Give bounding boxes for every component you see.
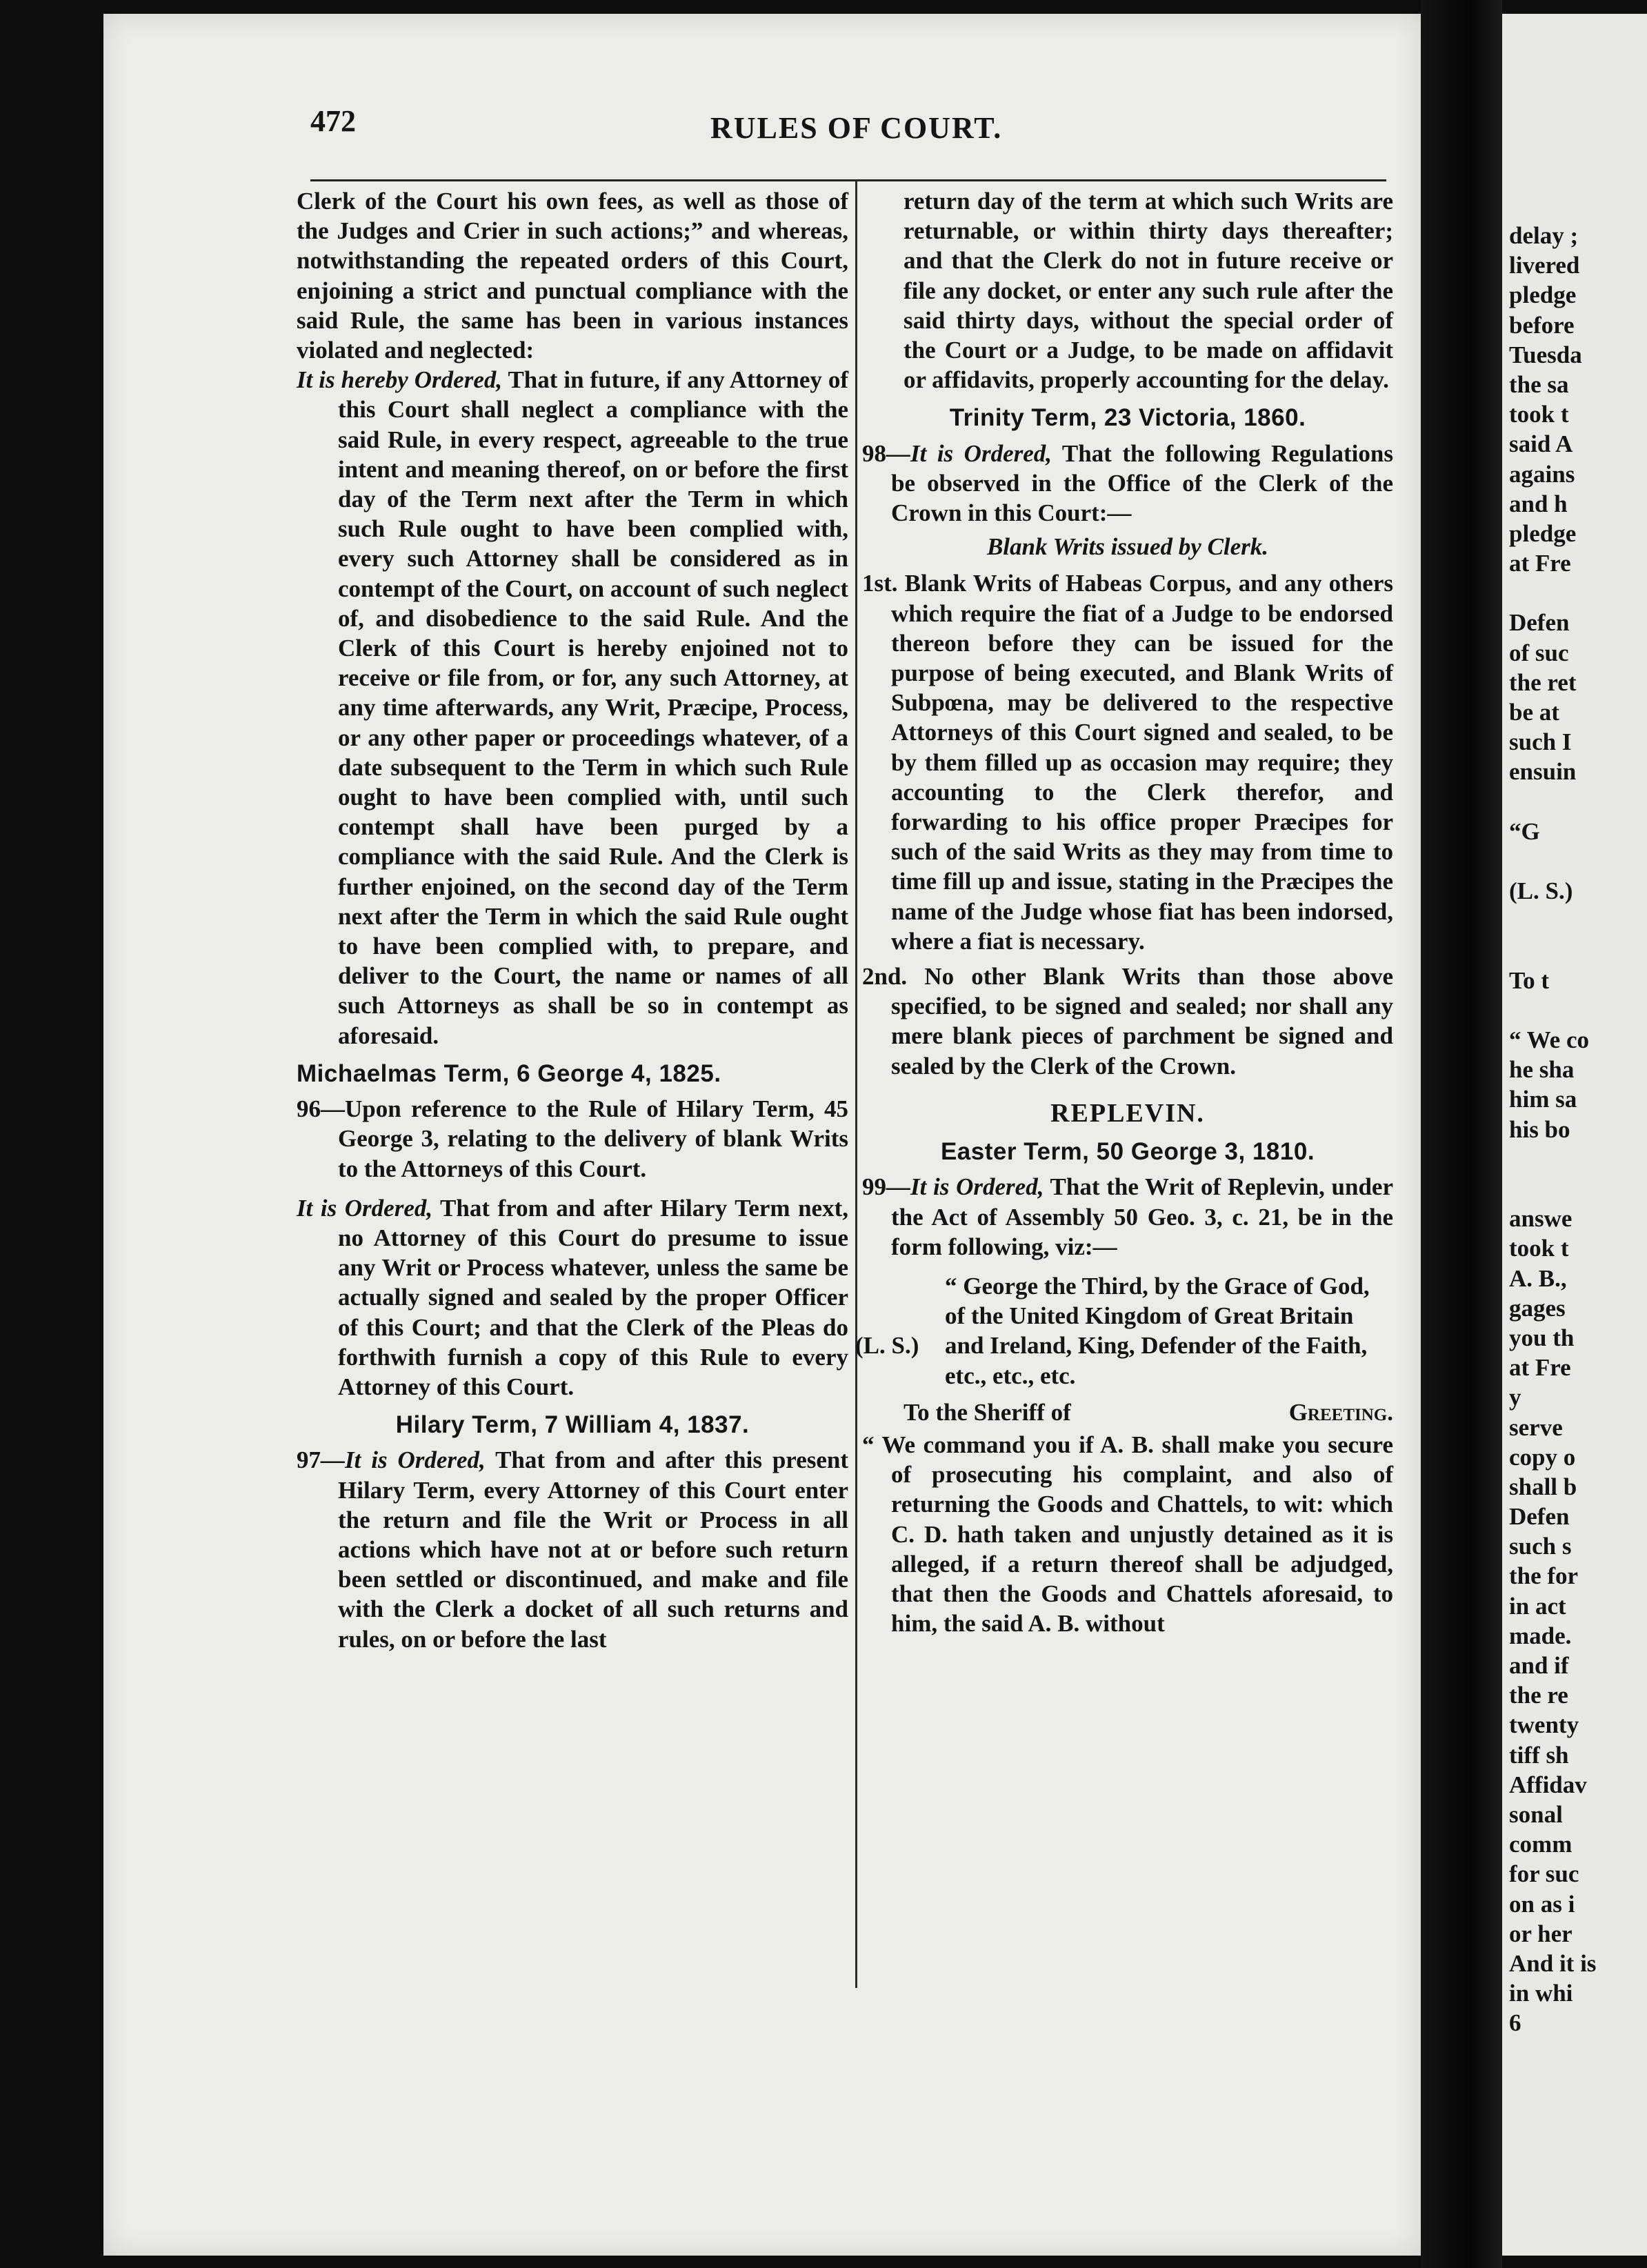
- facing-page-line: of suc: [1509, 639, 1569, 666]
- facing-page: [1502, 14, 1647, 2256]
- facing-page-line: pledge: [1509, 281, 1577, 309]
- facing-page-line: sonal: [1509, 1800, 1563, 1828]
- facing-page-line: such I: [1509, 728, 1572, 756]
- term-heading: Easter Term, 50 George 3, 1810.: [940, 1138, 1315, 1166]
- rule-98: 98—It is Ordered, That the following Regulations be observed in the Office of the Clerk of the Crown in this Court:—: [862, 439, 1393, 527]
- rule-97: 97—It is Ordered, That from and after this present Hilary Term, every Attorney of this Court enter the return and file the Writ or Process in all actions which have not at or before such return been settled or discontinued, and make and file with the Clerk a docket of all such returns and rules, on or before the last: [297, 1446, 849, 1653]
- facing-page-line: gages: [1509, 1294, 1566, 1322]
- paragraph: It is hereby Ordered, That in future, if any Attorney of this Court shall neglect a compliance with the said Rule, in every respect, agreeable to the true intent and meaning thereof, on or before the first day of the Term next after the Term in which such Rule ought to have been complied with, every such Attorney shall be considered as in contempt of the Court, on account of such neglect of, and disobedience to the said Rule. And the Clerk of this Court is hereby enjoined not to receive or file from, or for, any such Attorney, at any time afterwards, any Writ, Præcipe, Process, or any other paper or proceedings whatever, of a date subsequent to the Term in which such Rule ought to have been complied with, until such contempt shall have been purged by a compliance with the said Rule. And the Clerk is further enjoined, on the second day of the Term next after the Term in which the said Rule ought to have been complied with, to prepare, and deliver to the Court, the name or names of all such Attorneys as shall be so in contempt as aforesaid.: [297, 366, 848, 1049]
- facing-page-line: the for: [1509, 1562, 1579, 1590]
- facing-page-line: comm: [1509, 1831, 1573, 1858]
- paragraph: return day of the term at which such Writs are returnable, or within thirty days thereafter; and that the Clerk do not in future receive or file any docket, or enter any such rule after the said thirty days, without the special order of the Court or a Judge, to be made on affidavit or affidavits, properly accounting for the delay.: [904, 188, 1393, 394]
- facing-page-line: pledge: [1509, 519, 1577, 547]
- writ-form: [855, 1271, 1393, 1391]
- paragraph: Clerk of the Court his own fees, as well as those of the Judges and Crier in such actions;” and whereas, notwithstanding the repeated orders of this Court, enjoining a strict and punctual compliance with the said Rule, the same has been in various instances violated and neglected:: [297, 188, 848, 364]
- column-divider: [855, 181, 857, 1988]
- rule-96-order: It is Ordered, That from and after Hilary Term next, no Attorney of this Court do presume to issue any Writ or Process whatever, unless the same be actually signed and sealed by the proper Officer of this Court; and that the Clerk of the Pleas do forthwith furnish a copy of this Rule to every Attorney of this Court.: [297, 1194, 849, 1400]
- facing-page-line: he sha: [1509, 1056, 1575, 1084]
- facing-page-line: agains: [1509, 460, 1575, 488]
- list-item: 2nd. No other Blank Writs than those above specified, to be signed and sealed; nor shall any mere blank pieces of parchment be signed and sealed by the Clerk of the Crown.: [862, 963, 1393, 1080]
- facing-page-line: shall b: [1509, 1473, 1577, 1500]
- facing-page-line: in act: [1509, 1592, 1566, 1620]
- facing-page-line: Defen: [1509, 609, 1570, 637]
- facing-page-line: him sa: [1509, 1086, 1577, 1113]
- facing-page-line: at Fre: [1509, 1354, 1571, 1382]
- facing-page-line: took t: [1509, 401, 1569, 428]
- facing-page-line: you th: [1509, 1324, 1575, 1351]
- facing-page-line: [1509, 846, 1647, 876]
- subheading: Blank Writs issued by Clerk.: [986, 533, 1269, 561]
- facing-page-line: To t: [1509, 966, 1550, 994]
- facing-page-line: tiff sh: [1509, 1741, 1569, 1769]
- page-header: [310, 103, 1386, 159]
- term-heading: Hilary Term, 7 William 4, 1837.: [395, 1411, 750, 1439]
- facing-page-line: made.: [1509, 1622, 1572, 1649]
- facing-page-line: Affidav: [1509, 1771, 1587, 1798]
- running-title: RULES OF COURT.: [710, 111, 1003, 145]
- facing-page-line: [1509, 1174, 1647, 1204]
- writ-command: “ We command you if A. B. shall make you secure of prosecuting his complaint, and also of returning the Goods and Chattels, to wit: which C. D. hath taken and unjustly detained as it is alleged, if a return thereof shall be adjudged, that then the Goods and Chattels aforesaid, to him, the said A. B. without: [862, 1431, 1393, 1638]
- list-item: 1st. Blank Writs of Habeas Corpus, and any others which require the fiat of a Judge to be endorsed thereon before they can be issued for the purpose of being executed, and Blank Writs of Subpœna, may be delivered to the respective Attorneys of this Court signed and sealed, to be by them filled up as occasion may require; they accounting to the Clerk therefor, and forwarding to his office proper Præcipes for such of the said Writs as they may from time to time fill up and issue, stating in the Præcipes the name of the Judge whose fiat has been indorsed, where a fiat is necessary.: [862, 570, 1393, 955]
- header-rule: [310, 179, 1386, 181]
- facing-page-line: [1509, 1144, 1647, 1174]
- facing-page-line: [1509, 995, 1647, 1025]
- term-heading: Michaelmas Term, 6 George 4, 1825.: [297, 1060, 721, 1087]
- facing-page-line: for suc: [1509, 1860, 1579, 1888]
- facing-page-line: Defen: [1509, 1503, 1570, 1531]
- book-gutter: [1421, 0, 1502, 2268]
- facing-page-line: took t: [1509, 1235, 1569, 1262]
- section-heading: REPLEVIN.: [1050, 1098, 1205, 1128]
- facing-page-line: the re: [1509, 1682, 1568, 1709]
- facing-page-text: [1509, 221, 1647, 2038]
- term-heading: Trinity Term, 23 Victoria, 1860.: [949, 404, 1306, 432]
- facing-page-line: twenty: [1509, 1711, 1579, 1739]
- facing-page-line: on as i: [1509, 1890, 1575, 1918]
- right-column: [855, 186, 1394, 1638]
- facing-page-line: “ We co: [1509, 1026, 1590, 1054]
- facing-page-line: [1509, 936, 1647, 966]
- facing-page-line: answe: [1509, 1205, 1573, 1233]
- facing-page-line: And it is: [1509, 1949, 1597, 1977]
- facing-page-line: his bo: [1509, 1115, 1570, 1143]
- facing-page-line: before: [1509, 311, 1575, 339]
- facing-page-line: such s: [1509, 1533, 1572, 1560]
- facing-page-line: in whi: [1509, 1980, 1573, 2007]
- facing-page-line: [1509, 906, 1647, 935]
- facing-page-line: ensuin: [1509, 758, 1577, 786]
- facing-page-line: 6: [1509, 2009, 1521, 2037]
- rule-99: 99—It is Ordered, That the Writ of Replevin, under the Act of Assembly 50 Geo. 3, c. 21, be in the form following, viz:—: [862, 1173, 1394, 1260]
- facing-page-line: and if: [1509, 1652, 1569, 1679]
- facing-page-line: y: [1509, 1384, 1521, 1411]
- facing-page-line: and h: [1509, 490, 1568, 517]
- facing-page-line: [1509, 578, 1647, 608]
- writ-address: To the Sheriff of Greeting.: [904, 1398, 1393, 1426]
- writ-preamble: “ George the Third, by the Grace of God, of the United Kingdom of Great Britain and Ireland, King, Defender of the Faith, etc., etc., etc.: [945, 1272, 1370, 1389]
- facing-page-line: at Fre: [1509, 550, 1571, 577]
- facing-page-line: livered: [1509, 252, 1580, 279]
- facing-page-line: “G: [1509, 817, 1540, 845]
- rule-96: 96—Upon reference to the Rule of Hilary Term, 45 George 3, relating to the delivery of blank Writs to the Attorneys of this Court.: [297, 1095, 848, 1182]
- facing-page-line: said A: [1509, 430, 1573, 458]
- page-number: 472: [310, 104, 356, 138]
- facing-page-line: the sa: [1509, 370, 1569, 398]
- facing-page-line: [1509, 787, 1647, 817]
- facing-page-line: serve: [1509, 1413, 1563, 1441]
- facing-page-line: copy o: [1509, 1443, 1576, 1471]
- facing-page-line: (L. S.): [1509, 877, 1573, 905]
- facing-page-line: Tuesda: [1509, 341, 1582, 368]
- left-column: [297, 186, 848, 1654]
- seal-mark: (L. S.): [855, 1331, 919, 1359]
- facing-page-line: the ret: [1509, 668, 1577, 696]
- facing-page-line: or her: [1509, 1920, 1573, 1947]
- facing-page-line: be at: [1509, 699, 1559, 726]
- facing-page-line: A. B.,: [1509, 1264, 1567, 1292]
- facing-page-line: delay ;: [1509, 222, 1579, 249]
